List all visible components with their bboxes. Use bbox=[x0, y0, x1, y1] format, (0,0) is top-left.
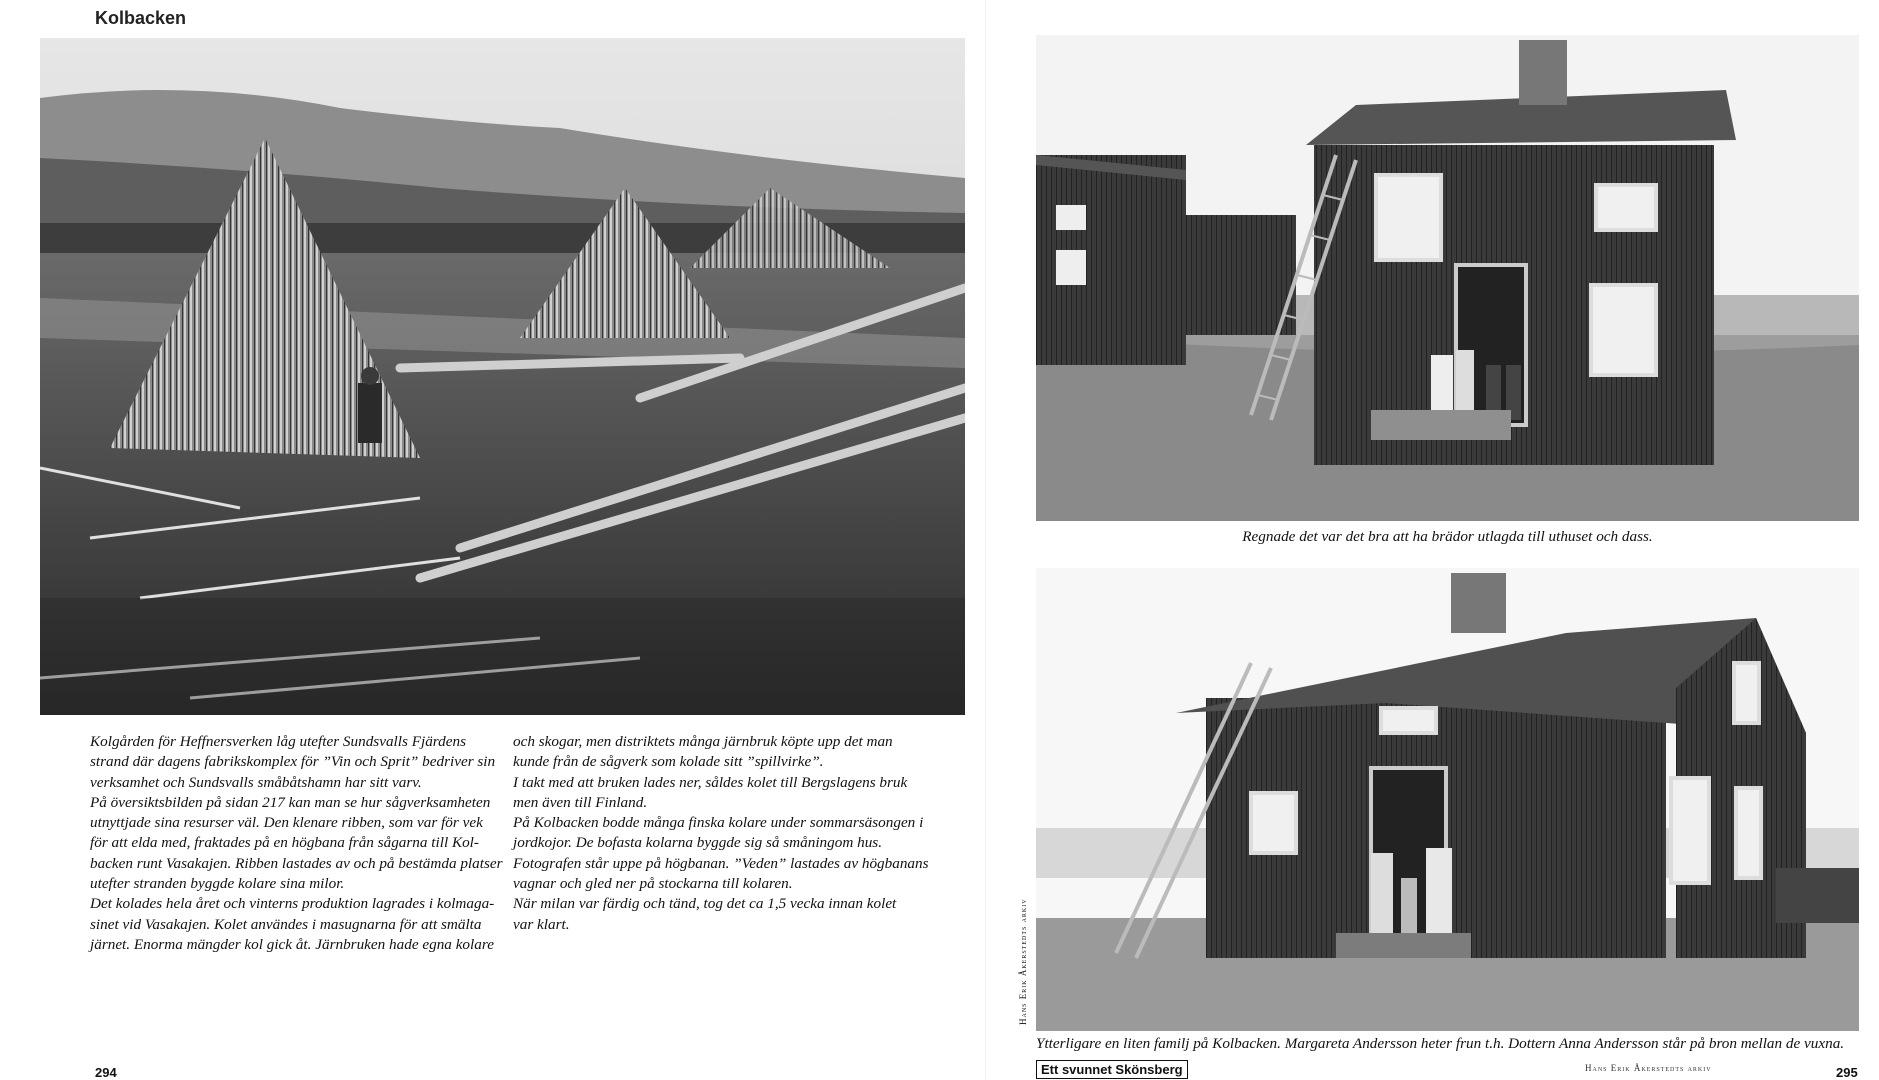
article-column-2 bbox=[513, 732, 933, 935]
article-line: Kolgården för Heffnersverken låg utefter Sundsvalls Fjärdens bbox=[90, 733, 466, 750]
page-number-left: 294 bbox=[95, 1065, 117, 1080]
article-line: kunde från de sågverk som kolade sitt ”spillvirke”. bbox=[513, 753, 824, 771]
article-line: Det kolades hela året och vinterns produktion lagrades i kolmaga- bbox=[90, 895, 495, 913]
kolgarden-photo-image bbox=[40, 38, 965, 715]
book-title-badge: Ett svunnet Skönsberg bbox=[1036, 1060, 1188, 1079]
article-line: järnet. Enorma mängder kol gick åt. Järnbruken hade egna kolare bbox=[90, 935, 494, 953]
house-family-photo bbox=[1036, 35, 1859, 521]
article-line: jordkojor. De bofasta kolarna byggde sig så småningom hus. bbox=[513, 834, 882, 852]
page-number-right: 295 bbox=[1836, 1065, 1858, 1080]
article-line: strand där dagens fabrikskomplex för ”Vin och Sprit” bedriver sin bbox=[90, 753, 496, 771]
article-line: backen runt Vasakajen. Ribben lastades av och på bestämda platser bbox=[90, 854, 503, 872]
article-line: I takt med att bruken lades ner, såldes kolet till Bergslagens bruk bbox=[513, 773, 908, 791]
caption-bottom-photo: Ytterligare en liten familj på Kolbacken. Margareta Andersson heter frun t.h. Dottern Anna Andersson står på bron mellan de vuxna. bbox=[1036, 1035, 1845, 1052]
archive-credit-bottom: Hans Erik Åkerstedts arkiv bbox=[1585, 1063, 1712, 1073]
house-family-photo-image bbox=[1036, 35, 1859, 521]
article-line: och skogar, men distriktets många järnbruk köpte upp det man bbox=[513, 733, 893, 750]
caption-top-photo: Regnade det var det bra att ha brädor utlagda till uthuset och dass. bbox=[1242, 528, 1653, 545]
article-line: På Kolbacken bodde många finska kolare under sommarsäsongen i bbox=[513, 814, 924, 832]
kolgarden-photo bbox=[40, 38, 965, 715]
section-title: Kolbacken bbox=[95, 8, 187, 28]
archive-credit-vertical: Hans Erik Åkerstedts arkiv bbox=[1018, 898, 1028, 1025]
article-line: verksamhet och Sundsvalls småbåtshamn har sitt varv. bbox=[90, 773, 422, 791]
article-line: var klart. bbox=[513, 915, 570, 933]
article-line: vagnar och gled ner på stockarna till kolaren. bbox=[513, 875, 793, 893]
article-line: När milan var färdig och tänd, tog det ca 1,5 vecka innan kolet bbox=[513, 895, 897, 913]
book-gutter bbox=[985, 0, 986, 1080]
article-line: för att elda med, fraktades på en högbana från sågarna till Kol- bbox=[90, 834, 479, 852]
article-column-1 bbox=[90, 732, 510, 955]
article-line: Fotografen står uppe på högbanan. ”Veden” lastades av högbanans bbox=[513, 854, 929, 872]
article-line: sinet vid Vasakajen. Kolet användes i masugnarna för att smälta bbox=[90, 915, 482, 933]
article-line: men även till Finland. bbox=[513, 793, 648, 811]
article-line: utefter stranden byggde kolare sina milor. bbox=[90, 875, 345, 893]
article-line: På översiktsbilden på sidan 217 kan man se hur sågverksamheten bbox=[90, 793, 491, 811]
article-line: utnyttjade sina resurser väl. Den klenare ribben, som var för vek bbox=[90, 814, 483, 832]
small-house-photo-image bbox=[1036, 568, 1859, 1031]
small-house-photo bbox=[1036, 568, 1859, 1031]
